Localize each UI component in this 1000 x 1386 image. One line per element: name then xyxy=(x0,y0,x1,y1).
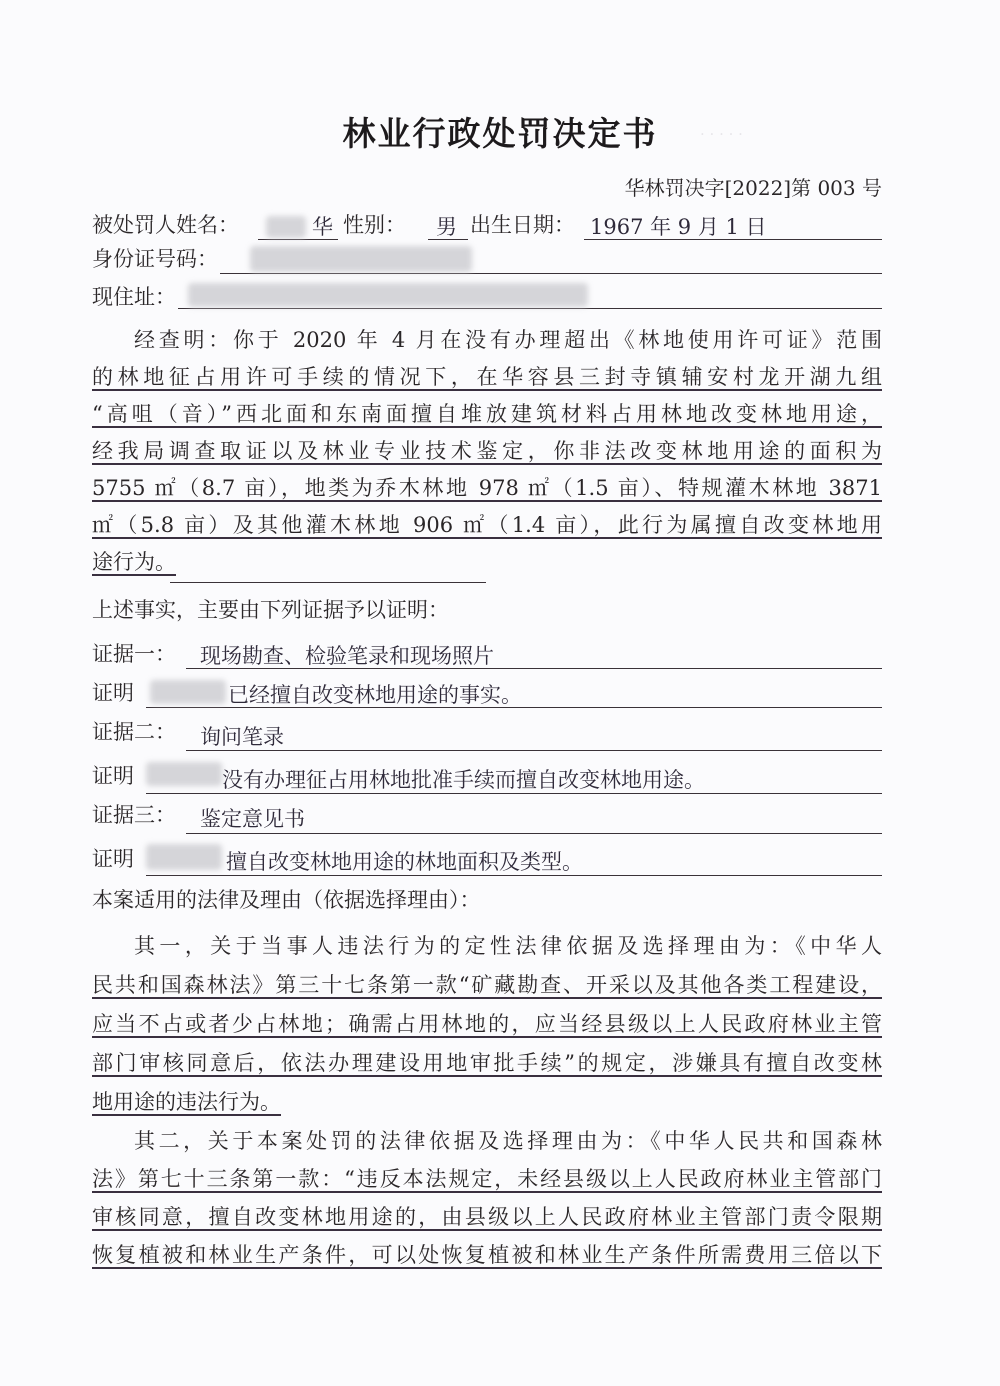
findings-line-1 xyxy=(92,322,882,359)
id-number-underline xyxy=(220,272,882,274)
name-label: 被处罚人姓名： xyxy=(92,213,239,237)
proof-3-label: 证明 xyxy=(92,847,134,871)
findings-end-underline xyxy=(170,581,486,583)
gender-label: 性别： xyxy=(343,213,406,237)
proof-2-redaction xyxy=(146,762,222,786)
proof-1-value: 已经擅自改变林地用途的事实。 xyxy=(228,683,522,707)
address-label: 现住址： xyxy=(92,285,176,309)
evidence-3-label: 证据三： xyxy=(92,803,176,827)
proof-3-redaction xyxy=(146,844,222,870)
reason-one-line-1 xyxy=(92,928,882,965)
evidence-1-label: 证据一： xyxy=(92,642,176,666)
reason-one-line-4: 部门审核同意后，依法办理建设用地审批手续”的规定，涉嫌具有擅自改变林 xyxy=(92,1051,882,1075)
reason-one-line-3: 应当不占或者少占林地；确需占用林地的，应当经县级以上人民政府林业主管 xyxy=(92,1012,882,1036)
document-number: 华林罚决字[2022]第 003 号 xyxy=(624,176,882,200)
reason-two-text-1: 其二，关于本案处罚的法律依据及选择理由为：《中华人民共和国森林 xyxy=(134,1129,882,1153)
bleed-through: · · · · · xyxy=(700,125,743,143)
findings-line-5: 5755 ㎡（8.7 亩），地类为乔木林地 978 ㎡（1.5 亩）、特规灌木林地 3871 xyxy=(92,476,882,500)
reason-two-line-1 xyxy=(92,1123,882,1160)
document-title: 林业行政处罚决定书 xyxy=(342,114,658,153)
proof-3-value: 擅自改变林地用途的林地面积及类型。 xyxy=(226,850,583,874)
name-redaction xyxy=(266,216,306,238)
findings-line-6: ㎡（5.8 亩）及其他灌木林地 906 ㎡（1.4 亩），此行为属擅自改变林地用 xyxy=(92,513,882,537)
proof-1-label: 证明 xyxy=(92,681,134,705)
evidence-intro: 上述事实，主要由下列证据予以证明： xyxy=(92,598,449,622)
proof-2-value: 没有办理征占用林地批准手续而擅自改变林地用途。 xyxy=(222,768,705,792)
evidence-3-value: 鉴定意见书 xyxy=(200,807,305,831)
findings-line-4: 经我局调查取证以及林业专业技术鉴定，你非法改变林地用途的面积为 xyxy=(92,439,882,463)
address-underline xyxy=(178,307,882,309)
reason-one-line-2: 民共和国森林法》第三十七条第一款“矿藏勘查、开采以及其他各类工程建设， xyxy=(92,973,882,997)
id-number-label: 身份证号码： xyxy=(92,247,218,271)
applicable-law-heading: 本案适用的法律及理由（依据选择理由）： xyxy=(92,888,481,912)
evidence-2-label: 证据二： xyxy=(92,720,176,744)
findings-line-3: “高咀（音）”西北面和东南面擅自堆放建筑材料占用林地改变林地用途， xyxy=(92,402,882,426)
reason-one-text-1: 其一，关于当事人违法行为的定性法律依据及选择理由为：《中华人 xyxy=(134,934,882,958)
id-number-redaction xyxy=(250,246,472,272)
evidence-2-value: 询问笔录 xyxy=(200,725,284,749)
reason-two-line-5 xyxy=(92,1275,882,1312)
findings-line-2: 的林地征占用许可手续的情况下，在华容县三封寺镇辅安村龙开湖九组 xyxy=(92,365,882,389)
evidence-2-underline xyxy=(186,749,882,751)
address-redaction xyxy=(188,283,588,307)
reason-two-line-4: 恢复植被和林业生产条件，可以处恢复植被和林业生产条件所需费用三倍以下 xyxy=(92,1243,882,1267)
proof-2-label: 证明 xyxy=(92,764,134,788)
name-visible-char: 华 xyxy=(312,215,333,239)
reason-two-line-3: 审核同意，擅自改变林地用途的，由县级以上人民政府林业主管部门责令限期 xyxy=(92,1205,882,1229)
findings-line-7: 途行为。 xyxy=(92,550,176,574)
reason-one-line-5: 地用途的违法行为。 xyxy=(92,1090,281,1114)
birthdate-value: 1967 年 9 月 1 日 xyxy=(590,215,767,239)
evidence-1-value: 现场勘查、检验笔录和现场照片 xyxy=(200,644,494,668)
proof-1-redaction xyxy=(150,680,226,704)
reason-two-line-2: 法》第七十三条第一款：“违反本法规定，未经县级以上人民政府林业主管部门 xyxy=(92,1167,882,1191)
birthdate-label: 出生日期： xyxy=(470,213,575,237)
gender-value: 男 xyxy=(436,215,457,239)
findings-text-1: 经查明：你于 2020 年 4 月在没有办理超出《林地使用许可证》范围 xyxy=(134,328,882,352)
